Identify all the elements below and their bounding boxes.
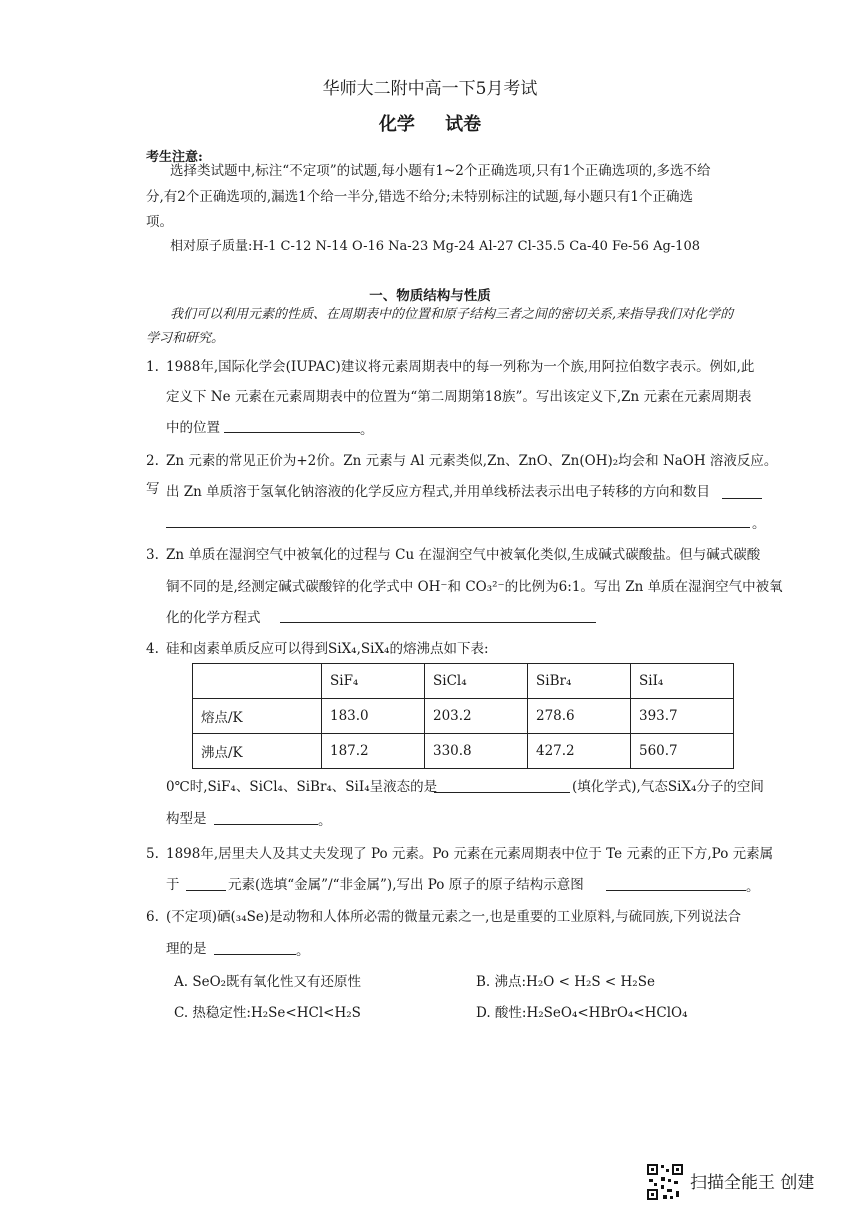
table-cell: 沸点/K bbox=[193, 734, 322, 769]
answer-blank[interactable] bbox=[280, 622, 596, 623]
question-4-after-2: 构型是 bbox=[166, 811, 207, 827]
question-5-end: 。 bbox=[746, 879, 760, 895]
question-4-after-1: 0℃时,SiF₄、SiCl₄、SiBr₄、SiI₄呈液态的是 bbox=[166, 779, 438, 795]
answer-blank[interactable] bbox=[186, 890, 226, 891]
question-6 bbox=[146, 903, 786, 931]
notice-line-2: 分,有2个正确选项的,漏选1个给一半分,错选不给分;未特别标注的试题,每小题只有1个正确选 bbox=[146, 189, 693, 205]
table-cell: 560.7 bbox=[631, 734, 734, 769]
question-5-line-2a: 于 bbox=[166, 877, 180, 893]
question-1-line-2: 定义下 Ne 元素在元素周期表中的位置为“第二周期第18族”。写出该定义下,Zn 元素在元素周期表 bbox=[166, 389, 752, 405]
scanner-watermark: 扫描全能王 创建 bbox=[690, 1173, 815, 1193]
option-b: B. 沸点:H₂O < H₂S < H₂Se bbox=[476, 974, 655, 990]
question-6-line-2: 理的是 bbox=[166, 941, 207, 957]
answer-blank[interactable] bbox=[722, 498, 762, 499]
question-6-end: 。 bbox=[296, 943, 310, 959]
exam-title: 华师大二附中高一下5月考试 bbox=[322, 79, 538, 99]
notice-line-1: 选择类试题中,标注“不定项”的试题,每小题有1~2个正确选项,只有1个正确选项的,多选不给 bbox=[170, 163, 711, 179]
question-3 bbox=[146, 541, 786, 569]
question-number: 2. bbox=[146, 453, 159, 469]
table-header-cell: SiBr₄ bbox=[528, 664, 631, 699]
boiling-point-table bbox=[192, 663, 734, 769]
answer-blank[interactable] bbox=[434, 792, 570, 793]
table-cell: 427.2 bbox=[528, 734, 631, 769]
table-header-row bbox=[193, 664, 734, 699]
question-text: 1898年,居里夫人及其丈夫发现了 Po 元素。Po 元素在元素周期表中位于 Te 元素的正下方,Po 元素属 bbox=[166, 846, 774, 862]
question-1-line-3: 中的位置 bbox=[166, 420, 220, 436]
answer-blank[interactable] bbox=[224, 432, 360, 433]
question-text: 1988年,国际化学会(IUPAC)建议将元素周期表中的每一列称为一个族,用阿拉伯数字表示。例如,此 bbox=[166, 359, 755, 375]
question-2-end: 。 bbox=[752, 516, 766, 532]
section-intro-line-1: 我们可以利用元素的性质、在周期表中的位置和原子结构三者之间的密切关系,来指导我们对化学的 bbox=[170, 307, 734, 322]
question-number: 6. bbox=[146, 909, 159, 925]
question-3-line-3: 化的化学方程式 bbox=[166, 610, 261, 626]
table-row bbox=[193, 734, 734, 769]
answer-blank[interactable] bbox=[214, 954, 296, 955]
table-cell: 203.2 bbox=[425, 699, 528, 734]
question-5-line-2b: 元素(选填“金属”/“非金属”),写出 Po 原子的原子结构示意图 bbox=[228, 877, 584, 893]
question-text: 硅和卤素单质反应可以得到SiX₄,SiX₄的熔沸点如下表: bbox=[166, 641, 489, 657]
question-number: 3. bbox=[146, 547, 159, 563]
table-cell: 187.2 bbox=[322, 734, 425, 769]
table-cell: 393.7 bbox=[631, 699, 734, 734]
table-cell: 183.0 bbox=[322, 699, 425, 734]
table-row bbox=[193, 699, 734, 734]
option-a: A. SeO₂既有氧化性又有还原性 bbox=[174, 974, 362, 990]
question-4-end: 。 bbox=[318, 813, 332, 829]
question-number: 4. bbox=[146, 641, 159, 657]
question-number: 1. bbox=[146, 359, 159, 375]
table-cell: 熔点/K bbox=[193, 699, 322, 734]
question-1 bbox=[146, 353, 786, 381]
section-intro-line-2: 学习和研究。 bbox=[146, 331, 225, 346]
table-header-cell bbox=[193, 664, 322, 699]
question-5 bbox=[146, 840, 786, 868]
qr-code-icon bbox=[646, 1163, 684, 1201]
question-1-end: 。 bbox=[360, 422, 374, 438]
question-4 bbox=[146, 635, 786, 663]
question-text: (不定项)硒(₃₄Se)是动物和人体所必需的微量元素之一,也是重要的工业原料,与硫同族,下列说法合 bbox=[166, 909, 742, 925]
table-header-cell: SiCl₄ bbox=[425, 664, 528, 699]
answer-blank[interactable] bbox=[606, 890, 746, 891]
option-c: C. 热稳定性:H₂Se<HCl<H₂S bbox=[174, 1005, 361, 1021]
notice-heading: 考生注意: bbox=[146, 150, 203, 165]
question-4-after-1b: (填化学式),气态SiX₄分子的空间 bbox=[572, 779, 764, 795]
notice-line-3: 项。 bbox=[146, 214, 173, 230]
option-d: D. 酸性:H₂SeO₄<HBrO₄<HClO₄ bbox=[476, 1005, 688, 1021]
atomic-masses: 相对原子质量:H-1 C-12 N-14 O-16 Na-23 Mg-24 Al-27 Cl-35.5 Ca-40 Fe-56 Ag-108 bbox=[170, 239, 700, 254]
question-text: Zn 元素的常见正价为+2价。Zn 元素与 Al 元素类似,Zn、ZnO、Zn(OH)₂均会和 NaOH 溶液反应。写 bbox=[146, 453, 778, 497]
question-text: Zn 单质在湿润空气中被氧化的过程与 Cu 在湿润空气中被氧化类似,生成碱式碳酸盐。但与碱式碳酸 bbox=[166, 547, 761, 563]
table-header-cell: SiI₄ bbox=[631, 664, 734, 699]
question-2-line-2: 出 Zn 单质溶于氢氧化钠溶液的化学反应方程式,并用单线桥法表示出电子转移的方向和数目 bbox=[166, 484, 710, 500]
answer-blank[interactable] bbox=[166, 527, 750, 528]
answer-blank[interactable] bbox=[214, 824, 318, 825]
table-cell: 330.8 bbox=[425, 734, 528, 769]
exam-subtitle: 化学 试卷 bbox=[378, 114, 482, 135]
table-cell: 278.6 bbox=[528, 699, 631, 734]
question-3-line-2: 铜不同的是,经测定碱式碳酸锌的化学式中 OH⁻和 CO₃²⁻的比例为6:1。写出 Zn 单质在湿润空气中被氧 bbox=[166, 579, 783, 595]
table-header-cell: SiF₄ bbox=[322, 664, 425, 699]
question-number: 5. bbox=[146, 846, 159, 862]
section-title: 一、物质结构与性质 bbox=[369, 288, 491, 304]
